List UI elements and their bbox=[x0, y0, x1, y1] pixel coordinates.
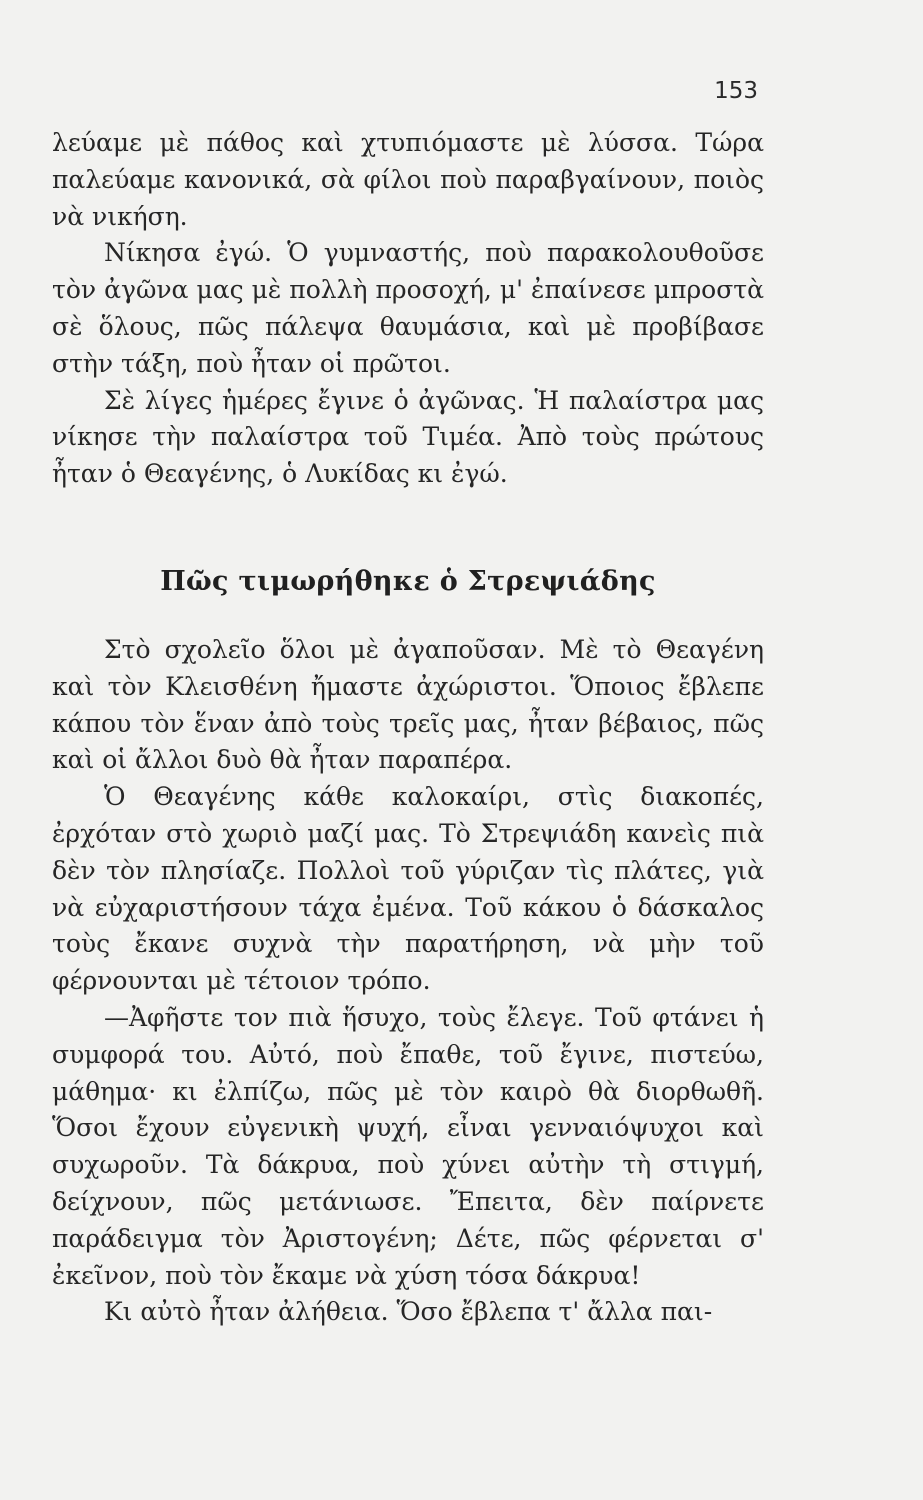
paragraph: Κι αὐτὸ ἦταν ἀλήθεια. Ὅσο ἔβλεπα τ' ἄλλα παι- bbox=[104, 1297, 713, 1327]
text-block-top bbox=[52, 125, 764, 493]
text-block-bottom bbox=[52, 632, 764, 1331]
paragraph: Σὲ λίγες ἡμέρες ἔγινε ὁ ἀγῶνας. Ἡ παλαίστρα μας νίκησε τὴν παλαίστρα τοῦ Τιμέα. Ἀπὸ τοὺς πρώτους ἦταν ὁ Θεαγένης, ὁ Λυκίδας κι ἐγώ. bbox=[52, 385, 764, 489]
paragraph: Στὸ σχολεῖο ὅλοι μὲ ἀγαποῦσαν. Μὲ τὸ Θεαγένη καὶ τὸν Κλεισθένη ἤμαστε ἀχώριστοι. Ὅποιος ἔβλεπε κάπου τὸν ἕναν ἀπὸ τοὺς τρεῖς μας, ἦταν βέβαιος, πῶς καὶ οἱ ἄλλοι δυὸ θὰ ἦταν παραπέρα. bbox=[52, 635, 764, 775]
section-heading: Πῶς τιμωρήθηκε ὁ Στρεψιάδης bbox=[160, 566, 656, 597]
paragraph: Ὁ Θεαγένης κάθε καλοκαίρι, στὶς διακοπές, ἐρχόταν στὸ χωριὸ μαζί μας. Τὸ Στρεψιάδη κανεὶς πιὰ δὲν τὸν πλησίαζε. Πολλοὶ τοῦ γύριζαν τὶς πλάτες, γιὰ νὰ εὐχαριστήσουν τάχα ἐμένα. Τοῦ κάκου ὁ δάσκαλος τοὺς ἔκανε συχνὰ τὴν παρατήρηση, νὰ μὴν τοῦ φέρνουνται μὲ τέτοιον τρόπο. bbox=[52, 782, 764, 996]
paragraph: Νίκησα ἐγώ. Ὁ γυμναστής, ποὺ παρακολουθοῦσε τὸν ἀγῶνα μας μὲ πολλὴ προσοχή, μ' ἐπαίνεσε μπροστὰ σὲ ὅλους, πῶς πάλεψα θαυμάσια, καὶ μὲ προβίβασε στὴν τάξη, ποὺ ἦταν οἱ πρῶτοι. bbox=[52, 238, 764, 378]
page-number: 153 bbox=[714, 78, 758, 104]
paragraph: —Ἀφῆστε τον πιὰ ἥσυχο, τοὺς ἔλεγε. Τοῦ φτάνει ἡ συμφορά του. Αὐτό, ποὺ ἔπαθε, τοῦ ἔγινε, πιστεύω, μάθημα· κι ἐλπίζω, πῶς μὲ τὸν καιρὸ θὰ διορθωθῆ. Ὅσοι ἔχουν εὐγενικὴ ψυχή, εἶναι γενναιόψυχοι καὶ συχωροῦν. Τὰ δάκρυα, ποὺ χύνει αὐτὴν τὴ στιγμή, δείχνουν, πῶς μετάνιωσε. Ἔπειτα, δὲν παίρνετε παράδειγμα τὸν Ἀριστογένη; Δέτε, πῶς φέρνεται σ' ἐκεῖνον, ποὺ τὸν ἔκαμε νὰ χύση τόσα δάκρυα! bbox=[52, 1002, 764, 1290]
paragraph: λεύαμε μὲ πάθος καὶ χτυπιόμαστε μὲ λύσσα. Τώρα παλεύαμε κανονικά, σὰ φίλοι ποὺ παραβγαίνουν, ποιὸς νὰ νικήση. bbox=[52, 128, 764, 231]
